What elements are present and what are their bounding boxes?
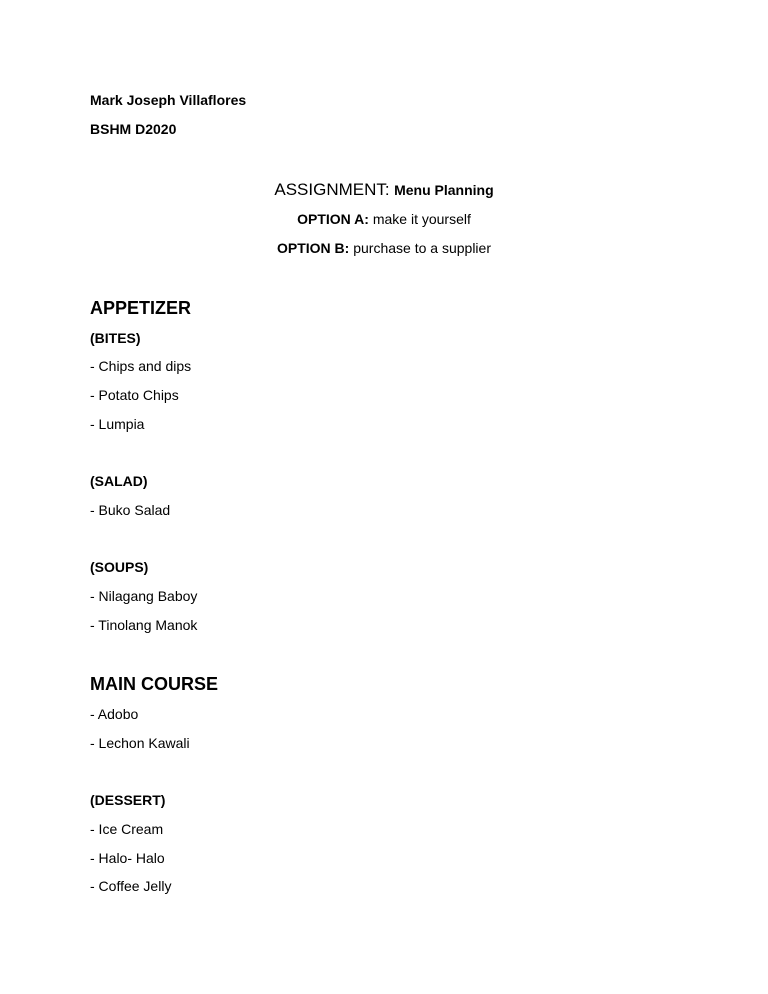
author-name: Mark Joseph Villaflores — [90, 92, 247, 108]
author-section: BSHM D2020 — [90, 121, 177, 137]
assignment-title — [0, 180, 768, 200]
menu-item: - Nilagang Baboy — [90, 588, 198, 604]
menu-item: - Halo- Halo — [90, 850, 165, 866]
menu-item: - Ice Cream — [90, 821, 164, 837]
assignment-label: ASSIGNMENT: — [274, 180, 390, 199]
section-heading-appetizer: APPETIZER — [90, 298, 192, 318]
menu-item: - Buko Salad — [90, 502, 171, 518]
sub-heading-bites: (BITES) — [90, 330, 141, 346]
menu-item: - Chips and dips — [90, 358, 192, 374]
option-a — [0, 211, 768, 227]
option-a-text: make it yourself — [372, 211, 471, 227]
sub-heading-dessert: (DESSERT) — [90, 792, 166, 808]
menu-item: - Lechon Kawali — [90, 735, 190, 751]
option-b-label: OPTION B: — [277, 240, 350, 256]
sub-heading-salad: (SALAD) — [90, 473, 148, 489]
option-b-text: purchase to a supplier — [353, 240, 491, 256]
sub-heading-soups: (SOUPS) — [90, 559, 149, 575]
option-a-label: OPTION A: — [297, 211, 369, 227]
assignment-topic: Menu Planning — [394, 182, 494, 198]
menu-item: - Adobo — [90, 706, 139, 722]
menu-item: - Coffee Jelly — [90, 878, 172, 894]
option-b — [0, 240, 768, 256]
menu-item: - Lumpia — [90, 416, 145, 432]
section-heading-main-course: MAIN COURSE — [90, 674, 219, 694]
menu-item: - Tinolang Manok — [90, 617, 198, 633]
menu-item: - Potato Chips — [90, 387, 179, 403]
